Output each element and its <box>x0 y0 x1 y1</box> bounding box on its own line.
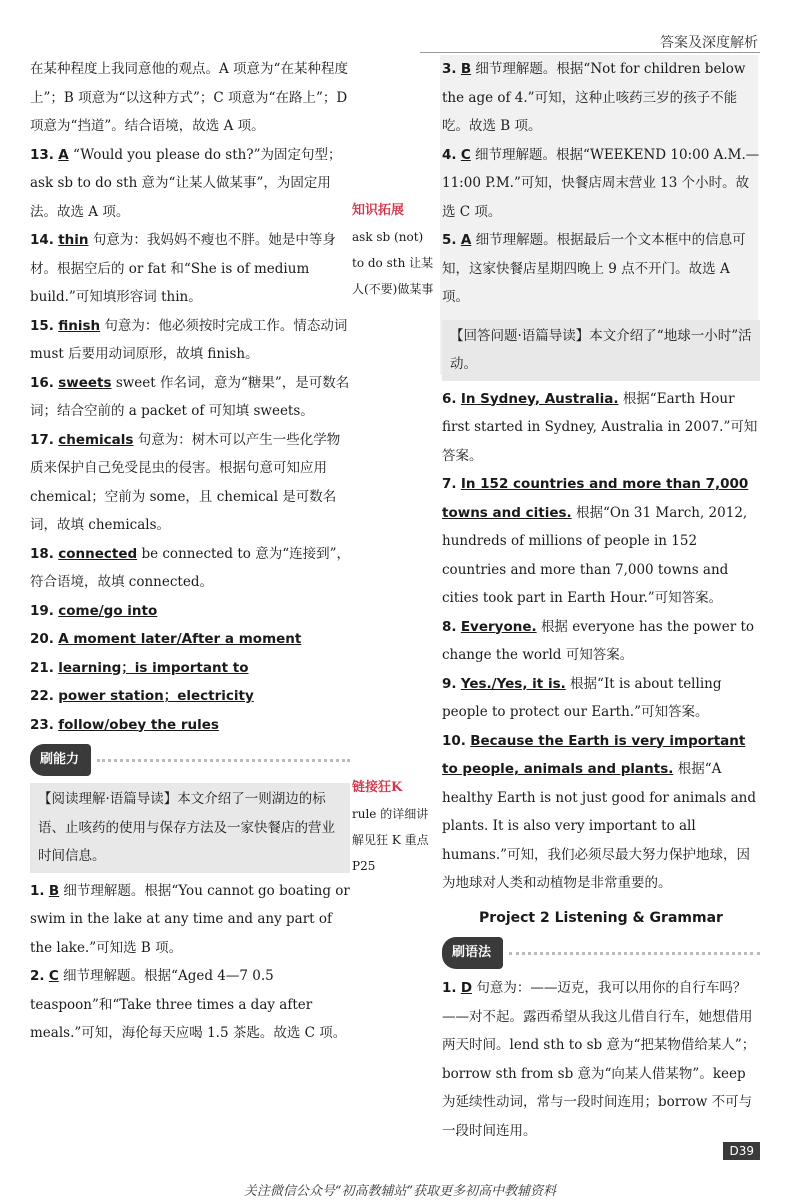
answer-questions-guide: 【回答问题·语篇导读】本文介绍了“地球一小时”活动。 <box>442 320 760 381</box>
item-number: 6. <box>442 390 457 407</box>
item-number: 4. <box>442 146 457 163</box>
item-answer: A <box>460 232 472 248</box>
answer-item <box>30 711 350 740</box>
margin-note-knowledge <box>352 198 436 302</box>
project-title: Project 2 Listening & Grammar <box>479 909 723 926</box>
item-number: 17. <box>30 431 54 448</box>
answer-item <box>30 369 350 426</box>
item-number: 1. <box>30 882 45 899</box>
item-number: 18. <box>30 545 54 562</box>
answer-item <box>30 312 350 369</box>
page-number: D39 <box>723 1142 760 1160</box>
item-explanation: 细节理解题。根据“You cannot go boating or swim in the lake at any time and any part of the lake.”可知选 B 项。 <box>30 882 350 956</box>
margin-note-link <box>352 775 436 879</box>
reading-guide: 【阅读理解·语篇导读】本文介绍了一则湖边的标语、止咳药的使用与保存方法及一家快餐店的营业时间信息。 <box>30 783 350 873</box>
banner-dots <box>97 759 350 762</box>
footer-note: 关注微信公众号“初高教辅站”获取更多初高中教辅资料 <box>243 1184 557 1199</box>
item-explanation: 细节理解题。根据“Aged 4—7 0.5 teaspoon”和“Take three times a day after meals.”可知，海伦每天应喝 1.5 茶匙。故选 C 项。 <box>30 968 347 1041</box>
note-text: rule 的详细讲解见狂 K 重点 P25 <box>352 807 429 873</box>
answer-list-right <box>442 55 760 312</box>
header-rule <box>420 52 760 53</box>
answer-item <box>442 974 760 1145</box>
answer-item <box>30 962 350 1048</box>
item-number: 2. <box>30 968 45 984</box>
item-number: 5. <box>442 232 457 248</box>
item-answer: C <box>460 146 471 163</box>
item-answer: In 152 countries and more than 7,000 towns and cities. <box>442 476 749 521</box>
item-answer: thin <box>58 232 89 248</box>
item-number: 14. <box>30 232 54 248</box>
item-explanation: 根据“Earth Hour first started in Sydney, Australia in 2007.”可知答案。 <box>442 390 758 464</box>
item-answer: power station；electricity <box>58 688 254 704</box>
item-answer: B <box>48 882 60 899</box>
item-explanation: 句意为：我妈妈不瘦也不胖。她是中等身材。根据空后的 or fat 和“She is of medium build.”可知填形容词 thin。 <box>30 232 336 305</box>
item-answer: In Sydney, Australia. <box>460 390 619 407</box>
item-number: 9. <box>442 675 457 692</box>
item-explanation: 细节理解题。根据最后一个文本框中的信息可知，这家快餐店星期四晚上 9 点不开门。故选 A 项。 <box>442 232 746 305</box>
item-answer: come/go into <box>58 602 158 619</box>
answer-item <box>442 385 760 471</box>
item-explanation: be connected to 意为“连接到”，符合语境，故填 connected。 <box>30 545 350 590</box>
item-answer: A moment later/After a moment <box>58 631 302 647</box>
item-number: 21. <box>30 659 54 676</box>
item-answer: follow/obey the rules <box>58 716 219 733</box>
item-explanation: 句意为：——迈克，我可以用你的自行车吗？——对不起。露西希望从我这儿借自行车，她想借用两天时间。lend sth to sb 意为“把某物借给某人”；borrow sth from sb 意为“向某人借某物”。keep 为延续性动词，常与一段时间连用；borrow 不可与一段时间连用。 <box>442 980 756 1139</box>
item-answer: D <box>460 980 473 996</box>
item-explanation: “Would you please do sth?”为固定句型；ask sb to do sth 意为“让某人做某事”，为固定用法。故选 A 项。 <box>30 146 342 220</box>
answer-item <box>30 625 350 654</box>
item-number: 19. <box>30 602 54 619</box>
item-answer: A <box>58 146 69 163</box>
banner-dots <box>509 952 760 955</box>
item-number: 1. <box>442 980 457 996</box>
item-answer: chemicals <box>58 431 134 448</box>
answer-list-grammar <box>442 974 760 1145</box>
section-banner-ability <box>30 745 350 775</box>
item-answer: Everyone. <box>460 618 537 635</box>
item-number: 7. <box>442 476 457 492</box>
item-explanation: 细节理解题。根据“Not for children below the age of 4.”可知，这种止咳药三岁的孩子不能吃。故选 B 项。 <box>442 61 746 134</box>
item-number: 22. <box>30 688 54 704</box>
item-explanation: 细节理解题。根据“WEEKEND 10:00 A.M.—11:00 P.M.”可知，快餐店周末营业 13 个小时。故选 C 项。 <box>442 146 760 220</box>
item-answer: Yes./Yes, it is. <box>460 675 566 692</box>
item-explanation: 根据“A healthy Earth is not just good for animals and plants. It is also very important to all humans.”可知，我们必须尽最大努力保护地球，因为地球对人类和动植物是非常重要的。 <box>442 761 756 891</box>
item-explanation: 在某种程度上我同意他的观点。A 项意为“在某种程度上”；B 项意为“以这种方式”；C 项意为“在路上”；D 项意为“挡道”。结合语境，故选 A 项。 <box>30 61 348 134</box>
item-explanation: 根据 everyone has the power to change the world 可知答案。 <box>442 618 754 663</box>
item-answer: connected <box>58 545 138 562</box>
item-number: 13. <box>30 146 54 163</box>
banner-label: 刷能力 <box>30 744 91 777</box>
left-column <box>30 55 350 1048</box>
item-number: 16. <box>30 374 54 391</box>
item-number: 3. <box>442 61 457 77</box>
answer-item <box>30 55 350 141</box>
banner-label: 刷语法 <box>442 937 503 970</box>
answer-item <box>442 670 760 727</box>
item-answer: B <box>460 61 472 77</box>
answer-item <box>30 226 350 312</box>
item-explanation: 根据“On 31 March, 2012, hundreds of millions of people in 152 countries and more than 7,000 towns and cities took part in Earth Hour.”可知答案。 <box>442 504 748 606</box>
item-answer: finish <box>58 317 101 334</box>
note-text: ask sb (not) to do sth 让某人(不要)做某事 <box>352 230 434 296</box>
answer-list-questions <box>442 385 760 898</box>
answer-item <box>442 470 760 613</box>
item-answer: learning；is important to <box>58 659 249 676</box>
answer-item <box>30 654 350 683</box>
item-answer: sweets <box>58 374 112 391</box>
answer-item <box>30 540 350 597</box>
answer-item <box>30 877 350 963</box>
answer-item <box>442 727 760 898</box>
answer-list-reading <box>30 877 350 1048</box>
item-explanation: 根据“It is about telling people to protect our Earth.”可知答案。 <box>442 675 722 720</box>
item-number: 23. <box>30 716 54 733</box>
answer-item <box>442 141 760 227</box>
item-explanation: sweet 作名词，意为“糖果”，是可数名词；结合空前的 a packet of 可知填 sweets。 <box>30 374 350 419</box>
item-answer: C <box>48 968 59 984</box>
answer-item <box>442 613 760 670</box>
item-number: 10. <box>442 732 466 749</box>
answer-item <box>442 55 760 141</box>
answer-item <box>442 226 760 312</box>
note-title: 知识拓展 <box>352 203 405 218</box>
answer-list-left <box>30 55 350 739</box>
section-banner-grammar <box>442 938 760 968</box>
item-number: 20. <box>30 631 54 647</box>
note-title: 链接狂K <box>352 780 403 795</box>
item-answer: Because the Earth is very important to people, animals and plants. <box>442 732 746 777</box>
answer-item <box>30 426 350 540</box>
item-number: 8. <box>442 618 457 635</box>
item-explanation: 句意为：他必须按时完成工作。情态动词 must 后要用动词原形，故填 finish。 <box>30 317 348 362</box>
answer-item <box>30 682 350 711</box>
running-header: 答案及深度解析 <box>660 35 758 51</box>
item-explanation: 句意为：树木可以产生一些化学物质来保护自己免受昆虫的侵害。根据句意可知应用 chemical；空前为 some，且 chemical 是可数名词，故填 chemicals。 <box>30 431 341 533</box>
right-column <box>442 55 760 1145</box>
item-number: 15. <box>30 317 54 334</box>
answer-item <box>30 597 350 626</box>
answer-item <box>30 141 350 227</box>
